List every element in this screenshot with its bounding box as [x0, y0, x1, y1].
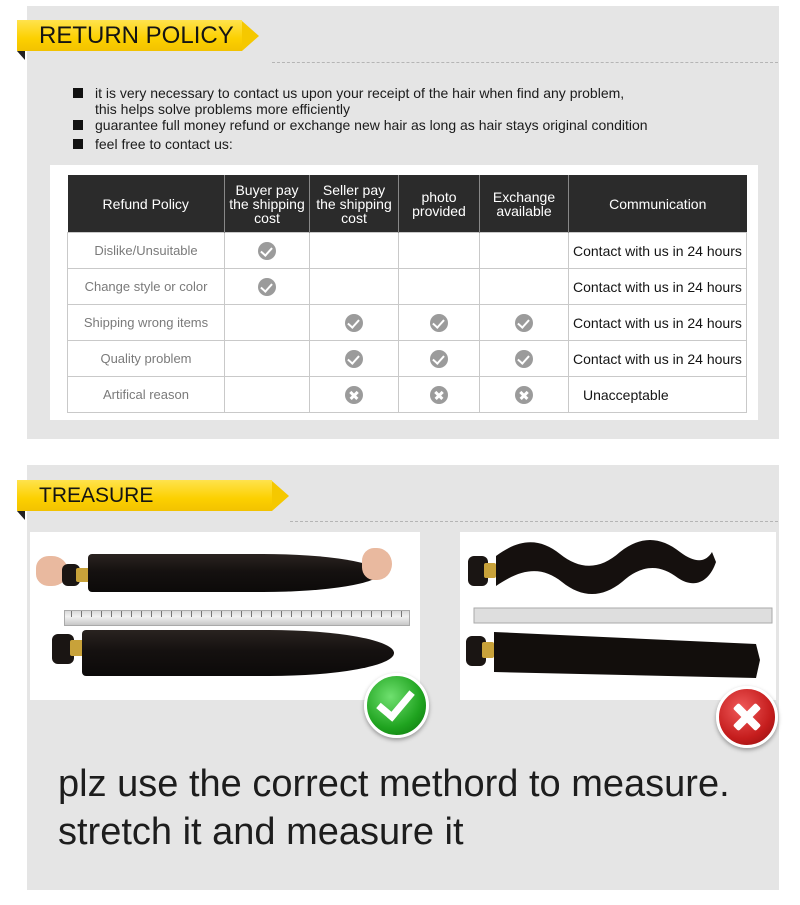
ruler-tick: [331, 611, 332, 617]
ruler-tick: [161, 611, 162, 617]
correct-measure-photo: [30, 532, 420, 700]
ruler-tick: [231, 611, 232, 617]
policy-cell: Dislike/Unsuitable: [68, 233, 225, 269]
policy-cell: Artifical reason: [68, 377, 225, 413]
table-row: [68, 305, 747, 341]
cross-icon: [515, 386, 533, 404]
bullet-icon: [73, 139, 83, 149]
check-icon: [515, 314, 533, 332]
measure-instruction: stretch it and measure it: [58, 811, 464, 853]
column-header: Seller pay the shipping cost: [310, 175, 399, 233]
ruler-tick: [371, 611, 372, 617]
hand: [362, 548, 392, 580]
mark-cell: [399, 269, 480, 305]
ruler-tick: [121, 611, 122, 617]
check-icon: [258, 278, 276, 296]
note-text: this helps solve problems more efficiently: [95, 101, 350, 117]
ruler-tick: [241, 611, 242, 617]
mark-cell: [225, 341, 310, 377]
ruler-tick: [201, 611, 202, 617]
communication-cell: Contact with us in 24 hours: [569, 269, 747, 305]
policy-cell: Shipping wrong items: [68, 305, 225, 341]
ruler-tick: [281, 611, 282, 617]
policy-cell: Quality problem: [68, 341, 225, 377]
mark-cell: [480, 233, 569, 269]
ruler-tick: [391, 611, 392, 617]
check-icon: [515, 350, 533, 368]
tab-arrow: [272, 481, 289, 511]
policy-table: [67, 175, 747, 413]
mark-cell: [310, 377, 399, 413]
table-row: [68, 377, 747, 413]
ruler-tick: [321, 611, 322, 617]
policy-table-card: [50, 165, 758, 420]
tab-fold: [17, 51, 25, 60]
ruler-tick: [261, 611, 262, 617]
note-text: feel free to contact us:: [95, 136, 233, 152]
communication-cell: Unacceptable: [569, 377, 747, 413]
ruler-tick: [91, 611, 92, 617]
cross-icon: [345, 386, 363, 404]
mark-cell: [225, 377, 310, 413]
ruler-tick: [251, 611, 252, 617]
note-item: [73, 85, 753, 117]
return-policy-tab: [17, 20, 259, 51]
ruler-tick: [141, 611, 142, 617]
measuring-ruler: [64, 610, 410, 626]
communication-cell: Contact with us in 24 hours: [569, 233, 747, 269]
mark-cell: [225, 233, 310, 269]
column-header: Communication: [569, 175, 747, 233]
mark-cell: [399, 377, 480, 413]
column-header: Exchange available: [480, 175, 569, 233]
ruler-tick: [111, 611, 112, 617]
measure-instruction: plz use the correct methord to measure.: [58, 763, 730, 805]
mark-cell: [399, 341, 480, 377]
mark-cell: [480, 341, 569, 377]
mark-cell: [480, 377, 569, 413]
divider: [272, 62, 778, 63]
column-header: photo provided: [399, 175, 480, 233]
ruler-tick: [381, 611, 382, 617]
treasure-title: TREASURE: [17, 480, 272, 511]
table-row: [68, 233, 747, 269]
straight-hair: [82, 630, 394, 676]
table-header-row: [68, 175, 747, 233]
ruler-tick: [271, 611, 272, 617]
treasure-tab: [17, 480, 289, 511]
check-icon: [258, 242, 276, 260]
tab-fold: [17, 511, 25, 520]
ruler-tick: [71, 611, 72, 617]
policy-notes: [73, 85, 753, 155]
check-icon: [430, 314, 448, 332]
note-item: [73, 117, 753, 133]
body-wave-hair-illustration: [460, 532, 776, 700]
ruler-tick: [351, 611, 352, 617]
return-policy-title: RETURN POLICY: [17, 20, 242, 51]
ruler-tick: [211, 611, 212, 617]
wrong-measure-photo: [460, 532, 776, 700]
communication-cell: Contact with us in 24 hours: [569, 341, 747, 377]
red-cross-icon: [716, 686, 778, 748]
ruler-tick: [311, 611, 312, 617]
ruler-tick: [81, 611, 82, 617]
mark-cell: [225, 269, 310, 305]
bullet-icon: [73, 88, 83, 98]
check-icon: [345, 314, 363, 332]
ruler-tick: [291, 611, 292, 617]
mark-cell: [480, 305, 569, 341]
mark-cell: [310, 233, 399, 269]
divider: [290, 521, 778, 522]
ruler-tick: [191, 611, 192, 617]
ruler-tick: [171, 611, 172, 617]
mark-cell: [225, 305, 310, 341]
mark-cell: [399, 233, 480, 269]
ruler-tick: [301, 611, 302, 617]
policy-cell: Change style or color: [68, 269, 225, 305]
tab-arrow: [242, 21, 259, 51]
ruler-tick: [151, 611, 152, 617]
check-icon: [430, 350, 448, 368]
table-row: [68, 269, 747, 305]
note-text: it is very necessary to contact us upon your receipt of the hair when find any problem,: [95, 85, 625, 101]
table-row: [68, 341, 747, 377]
bullet-icon: [73, 120, 83, 130]
ruler-tick: [101, 611, 102, 617]
stretched-hair: [88, 554, 380, 592]
cross-icon: [430, 386, 448, 404]
ruler-tick: [221, 611, 222, 617]
ruler-tick: [341, 611, 342, 617]
ruler-tick: [181, 611, 182, 617]
ruler-tick: [401, 611, 402, 617]
mark-cell: [310, 269, 399, 305]
note-text: guarantee full money refund or exchange new hair as long as hair stays original condition: [95, 117, 648, 133]
note-item: [73, 136, 753, 152]
mark-cell: [480, 269, 569, 305]
mark-cell: [399, 305, 480, 341]
communication-cell: Contact with us in 24 hours: [569, 305, 747, 341]
mark-cell: [310, 305, 399, 341]
column-header: Refund Policy: [68, 175, 225, 233]
green-check-icon: [364, 673, 429, 738]
ruler-tick: [361, 611, 362, 617]
ruler-tick: [131, 611, 132, 617]
mark-cell: [310, 341, 399, 377]
check-icon: [345, 350, 363, 368]
column-header: Buyer pay the shipping cost: [225, 175, 310, 233]
